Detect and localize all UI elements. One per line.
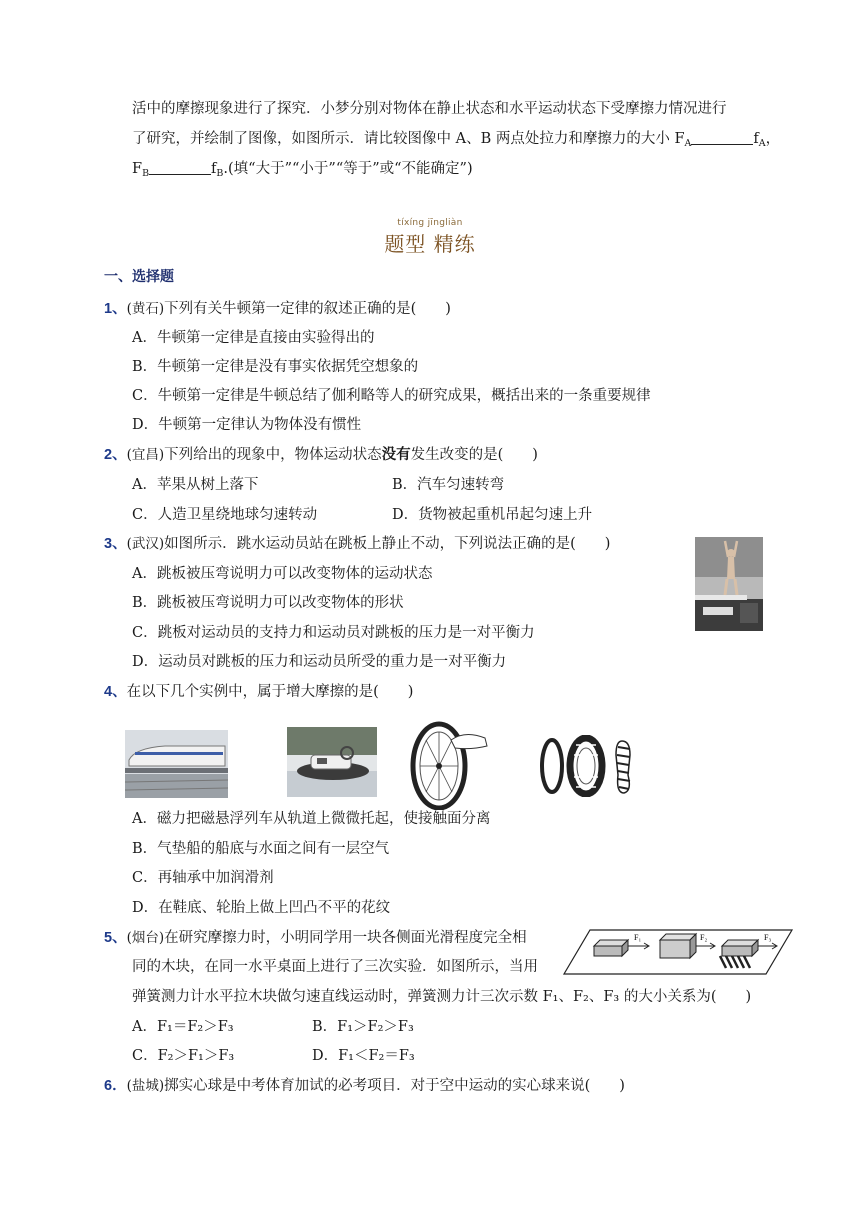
- question-text: 在研究摩擦力时，小明同学用一块各侧面光滑程度完全相: [164, 930, 527, 946]
- option[interactable]: C．牛顿第一定律是牛顿总结了伽利略等人的研究成果，概括出来的一条重要规律: [132, 388, 651, 404]
- option[interactable]: A．跳板被压弯说明力可以改变物体的运动状态: [132, 566, 433, 582]
- question-text: 下列给出的现象中，物体运动状态: [164, 447, 382, 463]
- option[interactable]: C．人造卫星绕地球匀速转动: [132, 507, 318, 523]
- section-heading: [384, 218, 476, 257]
- subscript: B: [142, 168, 150, 179]
- force-label-1: F₁: [634, 933, 642, 942]
- question-source: (盐城): [126, 1078, 165, 1094]
- question-number: 2、: [104, 447, 127, 463]
- question-3-stem: [104, 532, 610, 553]
- question-text: 在以下几个实例中，属于增大摩擦的是( ): [126, 684, 414, 700]
- hovercraft-photo: [287, 727, 377, 797]
- subscript: B: [216, 168, 224, 179]
- option[interactable]: D．F₁＜F₂＝F₃: [312, 1048, 415, 1064]
- maglev-train-photo: [125, 730, 228, 798]
- answer-blank[interactable]: [149, 160, 211, 175]
- question-source: (宜昌): [126, 447, 165, 463]
- intro-text: F: [132, 161, 143, 177]
- option[interactable]: A．磁力把磁悬浮列车从轨道上微微托起，使接触面分离: [132, 811, 491, 827]
- option[interactable]: D．运动员对跳板的压力和运动员所受的重力是一对平衡力: [132, 654, 507, 670]
- question-number: 6．: [104, 1078, 127, 1094]
- heading-pinyin: tíxíng jīngliàn: [397, 218, 463, 228]
- question-text: 掷实心球是中考体育加试的必考项目．对于空中运动的实心球来说( ): [164, 1078, 625, 1094]
- option[interactable]: D．在鞋底、轮胎上做上凹凸不平的花纹: [132, 900, 391, 916]
- option[interactable]: B．F₁＞F₂＞F₃: [312, 1019, 414, 1035]
- intro-line-3: [132, 157, 473, 179]
- diver-photo: [695, 537, 763, 631]
- option[interactable]: B．汽车匀速转弯: [392, 477, 505, 493]
- option[interactable]: C．F₂＞F₁＞F₃: [132, 1048, 235, 1064]
- subscript: A: [758, 138, 766, 149]
- question-number: 4、: [104, 684, 127, 700]
- intro-text: f: [211, 161, 217, 177]
- question-5-stem-line-1: [104, 926, 527, 947]
- question-2-stem: [104, 443, 538, 464]
- question-number: 3、: [104, 536, 127, 552]
- subscript: A: [684, 138, 692, 149]
- intro-line-1: 活中的摩擦现象进行了探究．小梦分别对物体在静止状态和水平运动状态下受摩擦力情况进行: [132, 101, 727, 117]
- question-4-stem: [104, 680, 413, 701]
- option[interactable]: B．牛顿第一定律是没有事实依据凭空想象的: [132, 359, 419, 375]
- question-6-stem: [104, 1074, 625, 1095]
- option[interactable]: A．苹果从树上落下: [132, 477, 259, 493]
- question-5-stem-line-3: 弹簧测力计水平拉木块做匀速直线运动时，弹簧测力计三次示数 F₁、F₂、F₃ 的大小关系为( ): [132, 989, 752, 1005]
- question-text: 发生改变的是( ): [410, 447, 538, 463]
- question-source: (武汉): [126, 536, 165, 552]
- question-number: 1、: [104, 301, 127, 317]
- force-label-3: F₃: [764, 933, 772, 942]
- emphasis-text: 没有: [381, 446, 411, 463]
- question-source: (黄石): [126, 301, 165, 317]
- heading-title: 题型 精练: [384, 232, 476, 256]
- intro-text: ，: [765, 131, 781, 147]
- option[interactable]: A．F₁＝F₂＞F₃: [132, 1019, 234, 1035]
- intro-text: 了研究，并绘制了图像，如图所示．请比较图像中 A、B 两点处拉力和摩擦力的大小 F: [132, 131, 685, 147]
- question-1-stem: [104, 297, 451, 318]
- friction-experiment-figure: [562, 926, 794, 978]
- option[interactable]: B．跳板被压弯说明力可以改变物体的形状: [132, 595, 404, 611]
- force-label-2: F₂: [700, 933, 708, 942]
- option[interactable]: D．货物被起重机吊起匀速上升: [392, 507, 593, 523]
- question-number: 5、: [104, 930, 127, 946]
- section-label: 一、选择题: [104, 269, 174, 285]
- question-text: 如图所示．跳水运动员站在跳板上静止不动，下列说法正确的是( ): [164, 536, 611, 552]
- question-text: 下列有关牛顿第一定律的叙述正确的是( ): [164, 301, 451, 317]
- option[interactable]: B．气垫船的船底与水面之间有一层空气: [132, 841, 390, 857]
- intro-line-2: [132, 127, 780, 149]
- option[interactable]: D．牛顿第一定律认为物体没有惯性: [132, 417, 362, 433]
- question-5-stem-line-2: 同的木块，在同一水平桌面上进行了三次实验．如图所示，当用: [132, 959, 538, 975]
- intro-text: f: [753, 131, 759, 147]
- question-source: (烟台): [126, 930, 165, 946]
- option[interactable]: C．跳板对运动员的支持力和运动员对跳板的压力是一对平衡力: [132, 625, 535, 641]
- intro-text: .(填“大于”“小于”“等于”或“不能确定”): [223, 161, 473, 177]
- option[interactable]: A．牛顿第一定律是直接由实验得出的: [132, 330, 375, 346]
- option[interactable]: C．再轴承中加润滑剂: [132, 870, 274, 886]
- tyre-and-shoe-sole-image: [538, 735, 638, 797]
- answer-blank[interactable]: [691, 130, 753, 145]
- bicycle-wheel-image: [405, 710, 490, 810]
